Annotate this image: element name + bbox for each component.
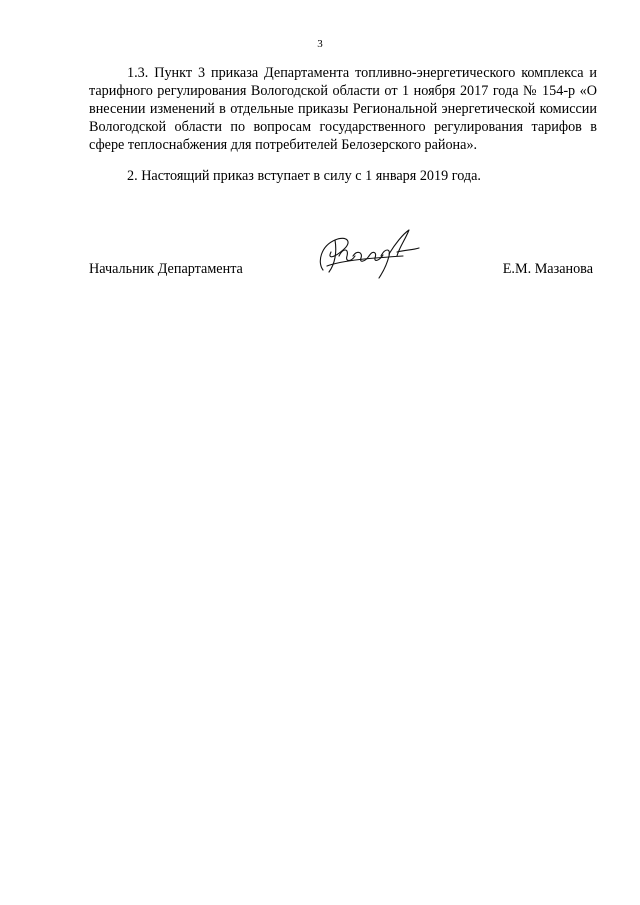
signer-position: Начальник Департамента — [89, 261, 243, 277]
paragraph-item-1-3: 1.3. Пункт 3 приказа Департамента топливно-энергетического комплекса и тарифного регулирования Вологодской области от 1 ноября 2017 года № 154-р «О внесении изменений в отдельные приказы Региональной энергетической комиссии Вологодской области по вопросам государственного регулирования тарифов в сфере теплоснабжения для потребителей Белозерского района». — [89, 65, 597, 153]
signer-name: Е.М. Мазанова — [502, 261, 593, 277]
paragraph-item-2: 2. Настоящий приказ вступает в силу с 1 января 2019 года. — [127, 168, 481, 184]
handwritten-signature-icon — [313, 226, 423, 282]
page-number: 3 — [317, 38, 323, 50]
signature-block — [89, 226, 597, 286]
